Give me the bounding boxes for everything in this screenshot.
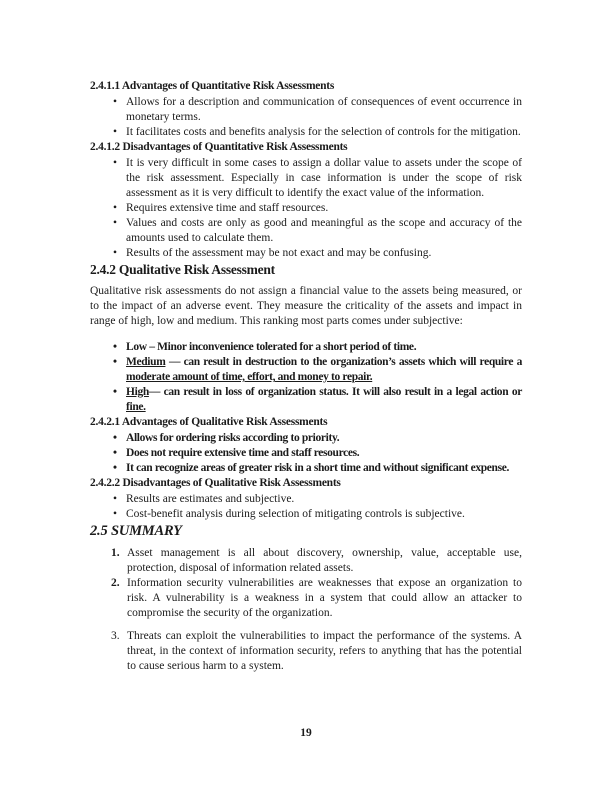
list-item: • It can recognize areas of greater risk in a short time and without significant expense. [90,461,522,476]
list-item: • Results are estimates and subjective. [90,492,522,507]
list-item-high [90,385,522,415]
list-advantages-quantitative [90,95,522,140]
level-term-high: High [126,386,149,398]
level-tail-high: fine. [126,401,146,413]
summary-item-text: Information security vulnerabilities are weaknesses that expose an organization to risk. A vulnerability is a weakness in a system that could allow an attacker to compromise the security of the organization. [127,577,522,619]
summary-item [90,629,522,674]
page-content [90,79,522,674]
list-item: • Allows for a description and communication of consequences of event occurrence in monetary terms. [90,95,522,125]
summary-item-text: Threats can exploit the vulnerabilities to impact the performance of the systems. A threat, in the context of information security, refers to anything that has the potential to cause serious harm to a system. [127,630,522,672]
list-item-low: • Low – Minor inconvenience tolerated for a short period of time. [90,340,522,355]
summary-list [90,546,522,674]
level-text-high: — can result in loss of organization status. It will also result in a legal action or [148,386,522,398]
list-disadvantages-qualitative [90,492,522,522]
list-item: • It facilitates costs and benefits analysis for the selection of controls for the mitigation. [90,125,522,140]
level-term-medium: Medium [126,356,166,368]
list-disadvantages-quantitative [90,156,522,261]
list-item: • Results of the assessment may be not exact and may be confusing. [90,246,522,261]
heading-qualitative-risk-assessment: 2.4.2 Qualitative Risk Assessment [90,262,275,277]
list-item: • Requires extensive time and staff resources. [90,201,522,216]
list-item: • Values and costs are only as good and meaningful as the scope and accuracy of the amounts used to calculate them. [90,216,522,246]
page-number: 19 [300,727,312,739]
heading-summary: 2.5 SUMMARY [90,523,182,539]
heading-disadvantages-qualitative: 2.4.2.2 Disadvantages of Qualitative Risk Assessments [90,477,341,489]
heading-disadvantages-quantitative: 2.4.1.2 Disadvantages of Quantitative Risk Assessments [90,141,348,153]
summary-item [90,576,522,621]
list-item-medium [90,355,522,385]
list-qualitative-levels [90,340,522,415]
summary-item-text: Asset management is all about discovery, ownership, value, acceptable use, protection, disposal of information related assets. [127,547,522,574]
summary-item-number: 2. [111,577,120,589]
heading-advantages-qualitative: 2.4.2.1 Advantages of Qualitative Risk Assessments [90,416,328,428]
level-text-medium: — can result in destruction to the organization’s assets which will require a [165,356,522,368]
list-item: • Allows for ordering risks according to priority. [90,431,522,446]
heading-advantages-quantitative: 2.4.1.1 Advantages of Quantitative Risk Assessments [90,80,335,92]
summary-item [90,546,522,576]
paragraph-qualitative-intro: Qualitative risk assessments do not assign a financial value to the assets being measured, or to the impact of an adverse event. They measure the criticality of the assets and impact in range of high, low and medium. This ranking most parts comes under subjective: [90,285,522,327]
list-item: • Does not require extensive time and staff resources. [90,446,522,461]
list-item: • Cost-benefit analysis during selection of mitigating controls is subjective. [90,507,522,522]
level-tail-medium: moderate amount of time, effort, and money to repair. [126,371,373,383]
summary-item-number: 3. [111,630,120,642]
list-item: • It is very difficult in some cases to assign a dollar value to assets under the scope of the risk assessment. Especially in case information is under the scope of risk assessment as it is very difficult to identify the exact value of the information. [90,156,522,201]
list-advantages-qualitative [90,431,522,476]
summary-item-number: 1. [111,547,120,559]
